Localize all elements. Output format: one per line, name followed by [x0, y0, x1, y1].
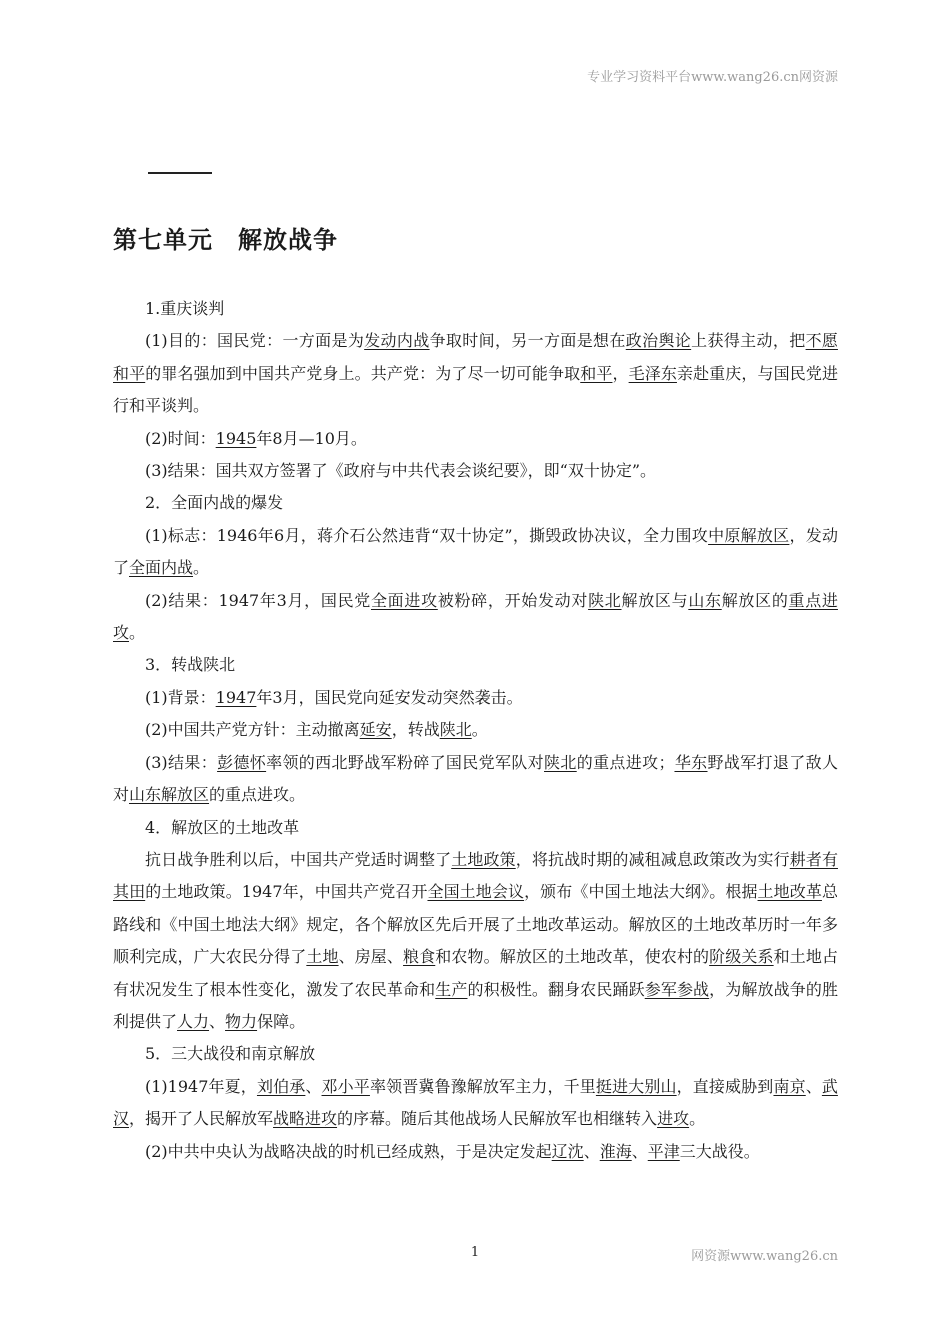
text-run: (2)时间：: [145, 428, 216, 448]
underlined-answer: 延安: [359, 720, 392, 740]
underlined-answer: 平津: [647, 1141, 680, 1161]
text-run: (1)标志：1946年6月，蒋介石公然违背“双十协定”，撕毁政协决议，全力围攻: [145, 525, 709, 545]
underlined-answer: 物力: [225, 1011, 258, 1031]
text-run: ，将抗战时期的减租减息政策改为实行: [515, 849, 790, 869]
underlined-answer: 人力: [177, 1011, 210, 1031]
text-run: 的土地政策。1947年，中国共产党召开: [145, 882, 428, 902]
underlined-answer: 挺进大别山: [595, 1076, 677, 1096]
text-run: ，为解放战争的胜利提供了: [113, 979, 838, 1031]
text-run: 。: [689, 1109, 706, 1129]
text-run: (2)中国共产党方针：主动撤离: [145, 720, 360, 740]
text-run: 和农物。解放区的土地改革，使农村的: [435, 947, 710, 967]
text-run: (2)中共中央认为战略决战的时机已经成熟，于是决定发起: [145, 1141, 552, 1161]
text-run: 、: [209, 1011, 226, 1031]
text-run: 2．全面内战的爆发: [145, 493, 284, 513]
paragraph: [113, 1071, 838, 1136]
underlined-answer: 土地: [306, 947, 339, 967]
text-run: 的积极性。翻身农民踊跃: [467, 979, 645, 999]
underlined-answer: 进攻: [657, 1109, 690, 1129]
paragraph: [113, 423, 838, 455]
text-run: 的重点进攻；: [576, 752, 675, 772]
underlined-answer: 辽沈: [551, 1141, 584, 1161]
paragraph: [113, 293, 838, 325]
underlined-answer: 山东解放区: [129, 785, 210, 805]
text-run: 争取时间，另一方面是想在: [429, 331, 626, 351]
text-run: 、: [805, 1076, 822, 1096]
page-header: 专业学习资料平台www.wang26.cn网资源: [587, 70, 838, 85]
underlined-answer: 中原解放区: [708, 525, 790, 545]
document-body: [113, 293, 838, 1168]
text-run: 、: [631, 1141, 648, 1161]
underlined-answer: 陕北: [544, 752, 577, 772]
paragraph: [113, 585, 838, 650]
underlined-answer: 不愿和平: [113, 331, 838, 383]
paragraph: [113, 714, 838, 746]
underlined-answer: 邓小平: [321, 1076, 370, 1096]
text-run: ，直接威胁到: [676, 1076, 774, 1096]
underlined-answer: 武汉: [113, 1076, 838, 1129]
text-run: 3．转战陕北: [145, 655, 236, 675]
text-run: 的重点进攻。: [209, 785, 306, 805]
underlined-answer: 耕者有其田: [113, 849, 838, 902]
underlined-answer: 南京: [773, 1076, 806, 1096]
text-run: (1)目的：国民党：一方面是为: [145, 331, 365, 351]
underlined-answer: 彭德怀: [217, 752, 267, 772]
text-run: 、: [583, 1141, 600, 1161]
underlined-answer: 1945: [215, 428, 257, 448]
underlined-answer: 和平: [580, 363, 613, 383]
paragraph: [113, 1136, 838, 1168]
text-run: 。: [129, 623, 146, 643]
paragraph: [113, 682, 838, 714]
underlined-answer: 土地改革: [757, 882, 822, 902]
underlined-answer: 粮食: [403, 947, 436, 967]
text-run: ，转战: [391, 720, 440, 740]
underlined-answer: 发动内战: [364, 331, 430, 351]
text-run: 5．三大战役和南京解放: [145, 1044, 316, 1064]
text-run: 和土地占有状况发生了根本性变化，激发了农民革命和: [113, 947, 838, 999]
paragraph: [113, 487, 838, 519]
text-run: 的序幕。随后其他战场人民解放军也相继转入: [337, 1109, 658, 1129]
decorative-rule: [148, 172, 212, 174]
unit-title: 第七单元 解放战争: [113, 226, 338, 254]
paragraph: [113, 325, 838, 422]
text-run: 的罪名强加到中国共产党身上。共产党：为了尽一切可能争取: [145, 363, 581, 383]
paragraph: [113, 844, 838, 1038]
text-run: (1)1947年夏，: [145, 1076, 257, 1096]
paragraph: [113, 1038, 838, 1070]
text-run: (1)背景：: [145, 687, 216, 707]
text-run: 解放区的: [721, 590, 789, 610]
text-run: ，: [612, 363, 629, 383]
text-run: 亲赴重庆，与国民党进行和平谈判。: [113, 363, 838, 416]
text-run: ，揭开了人民解放军: [129, 1109, 274, 1129]
underlined-answer: 全国土地会议: [427, 882, 525, 902]
underlined-answer: 土地政策: [451, 849, 516, 869]
text-run: 三大战役。: [679, 1141, 760, 1161]
text-run: 率领晋冀鲁豫解放军主力，千里: [369, 1076, 596, 1096]
underlined-answer: 淮海: [599, 1141, 632, 1161]
underlined-answer: 全面进攻: [370, 590, 438, 610]
text-run: (3)结果：: [145, 752, 218, 772]
text-run: 、: [305, 1076, 322, 1096]
text-run: 4．解放区的土地改革: [145, 817, 300, 837]
text-run: 保障。: [257, 1011, 306, 1031]
text-run: 野战军打退了敌人对: [113, 752, 838, 805]
text-run: 抗日战争胜利以后，中国共产党适时调整了: [145, 849, 452, 869]
text-run: 年3月，国民党向延安发动突然袭击。: [256, 687, 523, 707]
underlined-answer: 陕北: [439, 720, 472, 740]
underlined-answer: 山东: [688, 590, 722, 610]
text-run: 1.重庆谈判: [145, 299, 225, 318]
text-run: 被粉碎，开始发动对: [437, 590, 589, 610]
text-run: 。: [193, 558, 210, 578]
text-run: 年8月—10月。: [256, 428, 367, 448]
text-run: (2)结果：1947年3月，国民党: [145, 590, 371, 610]
text-run: 上获得主动，把: [691, 331, 806, 351]
underlined-answer: 重点进攻: [113, 590, 838, 643]
underlined-answer: 战略进攻: [273, 1109, 338, 1129]
paragraph: [113, 520, 838, 585]
text-run: 解放区与: [621, 590, 689, 610]
paragraph: [113, 812, 838, 844]
text-run: 率领的西北野战军粉碎了国民党军队对: [266, 752, 545, 772]
text-run: ，颁布《中国土地法大纲》。根据: [524, 882, 758, 902]
text-run: 总路线和《中国土地法大纲》规定，各个解放区先后开展了土地改革运动。解放区的土地改革历时一年多顺利完成，广大农民分得了: [113, 882, 838, 967]
text-run: 。: [471, 720, 488, 740]
text-run: 、房屋、: [338, 947, 404, 967]
underlined-answer: 全面内战: [129, 558, 194, 578]
underlined-answer: 陕北: [588, 590, 622, 610]
page-footer: 网资源www.wang26.cn: [691, 1249, 838, 1264]
underlined-answer: 阶级关系: [709, 947, 774, 967]
underlined-answer: 1947: [215, 687, 257, 707]
paragraph: [113, 747, 838, 812]
page-number: 1: [470, 1245, 480, 1260]
underlined-answer: 刘伯承: [256, 1076, 306, 1096]
underlined-answer: 毛泽东: [628, 363, 677, 383]
paragraph: [113, 649, 838, 681]
text-run: ，发动了: [113, 525, 838, 578]
underlined-answer: 参军参战: [644, 979, 710, 999]
underlined-answer: 生产: [435, 979, 468, 999]
underlined-answer: 华东: [674, 752, 708, 772]
text-run: (3)结果：国共双方签署了《政府与中共代表会谈纪要》，即“双十协定”。: [145, 461, 657, 481]
underlined-answer: 政治舆论: [625, 331, 692, 351]
paragraph: [113, 455, 838, 487]
